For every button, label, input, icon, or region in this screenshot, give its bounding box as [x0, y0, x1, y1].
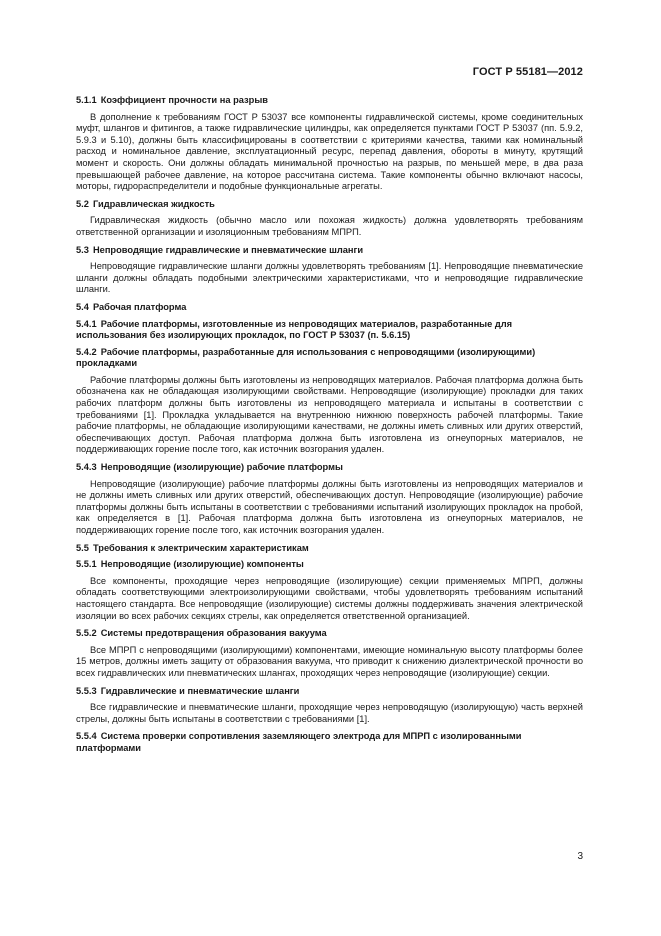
section-heading-5-3: 5.3 Непроводящие гидравлические и пневматические шланги — [76, 244, 364, 255]
section-heading-5-5-1: 5.5.1 Непроводящие (изолирующие) компоненты — [76, 559, 304, 570]
section-heading-5-5: 5.5 Требования к электрическим характеристикам — [76, 542, 309, 553]
section-paragraph-5-4-3: Непроводящие (изолирующие) рабочие платформы должны быть изготовлены из непроводящих материалов и не должны иметь сливных или других отверстий, обеспечивающих доступ. Непроводящие (изолирующие) рабочие платформы должны быть испытаны в соответствии с требованиями испытаний изолирующих прокладок на пробой, как определяется в [1]. Рабочая платформа должна быть изготовлена из огнеупорных материалов, не поддерживающих горение после того, как источник возгорания удален. — [76, 478, 583, 535]
section-heading-5-4-1: 5.4.1 Рабочие платформы, изготовленные из непроводящих материалов, разработанные для использования без изолирующих прокладок, по ГОСТ Р 53037 (п. 5.6.15) — [76, 318, 513, 341]
section-paragraph-5-5-2: Все МПРП с непроводящими (изолирующими) компонентами, имеющие номинальную высоту платформы более 15 метров, должны иметь защиту от образования вакуума, что приводит к снижению диэлектрической прочности во всех гидравлических или пневматических шлангах, проходящих через непроводящие (изолирующие) секции. — [76, 644, 583, 678]
section-heading-5-1-1: 5.1.1 Коэффициент прочности на разрыв — [76, 95, 269, 105]
section-heading-5-5-2: 5.5.2 Системы предотвращения образования вакуума — [76, 628, 327, 639]
section-paragraph-5-4-2: Рабочие платформы должны быть изготовлены из непроводящих материалов. Рабочая платформа должна быть обозначена как не обладающая изолирующими свойствами. Непроводящие (изолирующие) прокладки для таких рабочих платформ должны быть изготовлены из непроводящего материала и испытаны в соответствии с требованиями [1]. Прокладка укладывается на внутреннюю нижнюю поверхность рабочей платформы. Такие рабочие платформы, не обладающие изолирующими качествами, не должны иметь сливных или других отверстий, обеспечивающих доступ. Рабочая платформа должна быть изготовлена из огнеупорных материалов, не поддерживающих горение после того, как источник возгорания удален. — [76, 374, 583, 455]
section-paragraph-5-5-3: Все гидравлические и пневматические шланги, проходящие через непроводящую (изолирующую) часть верхней стрелы, должны быть испытаны в соответствии с требованиями [1]. — [76, 702, 583, 724]
section-heading-5-2: 5.2 Гидравлическая жидкость — [76, 198, 215, 209]
document-body — [76, 95, 583, 760]
section-paragraph-5-2: Гидравлическая жидкость (обычно масло или похожая жидкость) должна удовлетворять требованиям ответственной организации и изоляционным требованиям МПРП. — [76, 215, 583, 237]
page-number: 3 — [577, 851, 583, 862]
section-heading-5-5-4: 5.5.4 Система проверки сопротивления заземляющего электрода для МПРП с изолированными платформами — [76, 731, 522, 753]
section-paragraph-5-5-1: Все компоненты, проходящие через непроводящие (изолирующие) секции применяемых МПРП, должны обладать соответствующими электроизолирующими свойствами, чтобы удовлетворять требованиям испытаний настоящего стандарта. Все непроводящие (изолирующие) системы должны поддерживать значения электрической изоляции во всех рабочих секциях стрелы, как определяется ответственной организацией. — [76, 575, 583, 621]
section-heading-5-4: 5.4 Рабочая платформа — [76, 301, 187, 312]
section-heading-5-4-3: 5.4.3 Непроводящие (изолирующие) рабочие платформы — [76, 462, 343, 473]
section-heading-5-4-2: 5.4.2 Рабочие платформы, разработанные для использования с непроводящими (изолирующими) прокладками — [76, 346, 536, 369]
document-id-header: ГОСТ Р 55181—2012 — [472, 66, 583, 78]
section-heading-5-5-3: 5.5.3 Гидравлические и пневматические шланги — [76, 685, 300, 696]
section-paragraph-5-1-1: В дополнение к требованиям ГОСТ Р 53037 все компоненты гидравлической системы, кроме соединительных муфт, шлангов и фитингов, а также гидравлические цилиндры, как определяется пунктами ГОСТ Р 53037 (пп. 5.9.2, 5.9.3 и 5.10), должны быть классифицированы в соответствии с критериями качества, такими как номинальный расход и номинальное давление, эксплуатационный ресурс, перепад давления, обороты в минуту, крутящий момент и скорость. Они должны обладать минимальной прочностью на разрыв, по меньшей мере, в два раза превышающей рабочее давление, на которое рассчитана система. Такие компоненты обычно включают насосы, моторы, гидрораспределители и подобные функциональные агрегаты. — [76, 111, 583, 192]
section-paragraph-5-3: Непроводящие гидравлические шланги должны удовлетворять требованиям [1]. Непроводящие пневматические шланги должны обладать подобными электрическими характеристиками, что и непроводящие гидравлические шланги. — [76, 261, 583, 295]
